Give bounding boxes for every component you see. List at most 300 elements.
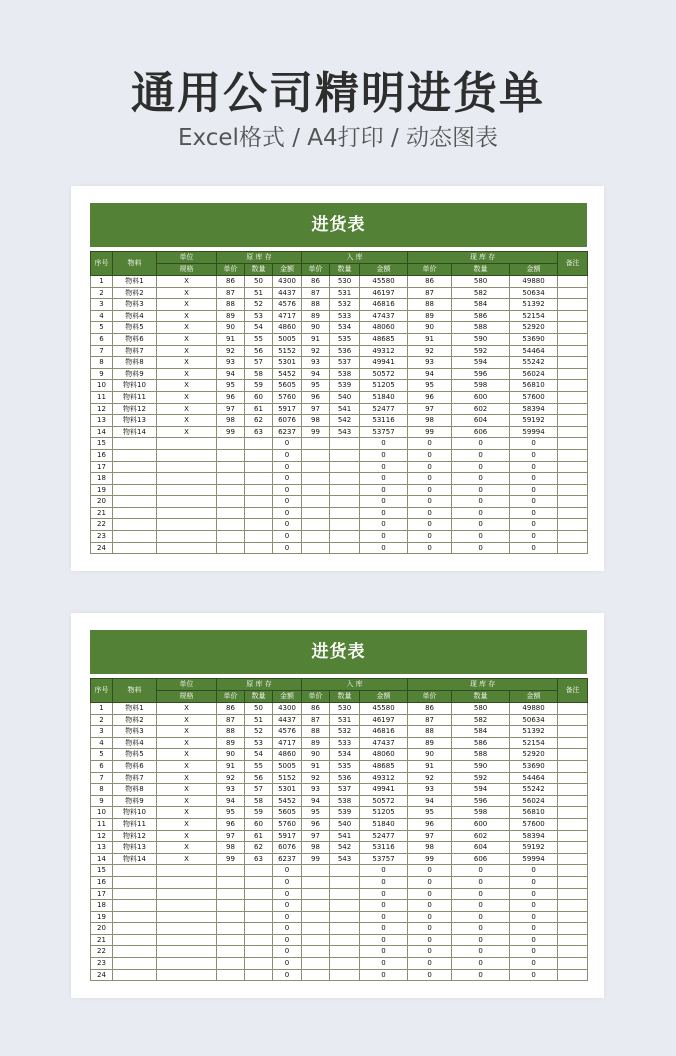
table-row xyxy=(91,380,588,392)
row-item xyxy=(113,473,157,485)
row-spec xyxy=(157,923,217,935)
row-in-amount: 46197 xyxy=(360,287,408,299)
table-row xyxy=(91,531,588,543)
row-cur-amount: 0 xyxy=(510,531,558,543)
row-cur-qty: 580 xyxy=(452,703,510,715)
row-item: 物料4 xyxy=(113,310,157,322)
row-cur-price: 90 xyxy=(408,322,452,334)
row-orig-price: 96 xyxy=(217,818,245,830)
row-orig-qty: 54 xyxy=(245,749,273,761)
row-item xyxy=(113,876,157,888)
row-orig-price xyxy=(217,946,245,958)
row-orig-qty: 52 xyxy=(245,299,273,311)
row-cur-qty: 0 xyxy=(452,969,510,981)
row-in-qty: 540 xyxy=(330,391,360,403)
row-in-amount: 0 xyxy=(360,900,408,912)
row-cur-qty: 0 xyxy=(452,519,510,531)
sheet-title: 进货表 xyxy=(90,203,587,247)
row-orig-price: 95 xyxy=(217,807,245,819)
row-note xyxy=(558,853,588,865)
row-cur-qty: 0 xyxy=(452,461,510,473)
row-cur-qty: 596 xyxy=(452,795,510,807)
row-orig-qty xyxy=(245,438,273,450)
row-in-amount: 48060 xyxy=(360,322,408,334)
row-orig-amount: 0 xyxy=(273,888,302,900)
row-orig-amount: 6076 xyxy=(273,415,302,427)
row-in-amount: 0 xyxy=(360,461,408,473)
row-cur-qty: 594 xyxy=(452,784,510,796)
row-cur-amount: 0 xyxy=(510,484,558,496)
row-in-price: 99 xyxy=(302,426,330,438)
row-in-qty xyxy=(330,496,360,508)
row-orig-price: 94 xyxy=(217,368,245,380)
row-seq: 1 xyxy=(91,703,113,715)
row-cur-qty: 602 xyxy=(452,403,510,415)
row-note xyxy=(558,380,588,392)
row-item: 物料9 xyxy=(113,368,157,380)
row-cur-amount: 0 xyxy=(510,934,558,946)
row-note xyxy=(558,496,588,508)
row-spec: X xyxy=(157,772,217,784)
header-quantity: 数量 xyxy=(330,691,360,703)
row-cur-price: 89 xyxy=(408,310,452,322)
row-in-qty xyxy=(330,519,360,531)
table-row xyxy=(91,830,588,842)
row-in-qty: 532 xyxy=(330,299,360,311)
header-seq: 序号 xyxy=(91,252,113,276)
row-cur-price: 98 xyxy=(408,415,452,427)
row-seq: 11 xyxy=(91,818,113,830)
row-orig-amount: 0 xyxy=(273,449,302,461)
row-seq: 8 xyxy=(91,357,113,369)
row-in-price: 93 xyxy=(302,357,330,369)
row-seq: 3 xyxy=(91,726,113,738)
row-in-amount: 0 xyxy=(360,473,408,485)
row-orig-qty: 52 xyxy=(245,726,273,738)
row-orig-qty xyxy=(245,923,273,935)
row-note xyxy=(558,310,588,322)
header-quantity: 数量 xyxy=(245,264,273,276)
row-orig-price: 98 xyxy=(217,842,245,854)
row-note xyxy=(558,519,588,531)
row-orig-amount: 4576 xyxy=(273,726,302,738)
header-unit-price: 单价 xyxy=(217,264,245,276)
row-note xyxy=(558,784,588,796)
row-in-amount: 53116 xyxy=(360,415,408,427)
row-orig-price: 88 xyxy=(217,726,245,738)
row-orig-qty xyxy=(245,473,273,485)
row-orig-qty: 50 xyxy=(245,276,273,288)
row-in-price xyxy=(302,876,330,888)
row-seq: 19 xyxy=(91,911,113,923)
table-row xyxy=(91,357,588,369)
row-cur-amount: 50634 xyxy=(510,287,558,299)
row-item: 物料6 xyxy=(113,760,157,772)
table-row xyxy=(91,900,588,912)
row-in-qty: 530 xyxy=(330,276,360,288)
row-orig-price xyxy=(217,934,245,946)
row-cur-qty: 586 xyxy=(452,310,510,322)
row-in-qty xyxy=(330,507,360,519)
row-orig-qty: 51 xyxy=(245,287,273,299)
row-in-price xyxy=(302,865,330,877)
row-orig-price xyxy=(217,865,245,877)
row-item: 物料3 xyxy=(113,726,157,738)
row-in-price xyxy=(302,473,330,485)
table-row xyxy=(91,310,588,322)
row-note xyxy=(558,531,588,543)
row-note xyxy=(558,426,588,438)
table-row xyxy=(91,542,588,554)
row-cur-price: 88 xyxy=(408,726,452,738)
row-spec: X xyxy=(157,726,217,738)
row-orig-price xyxy=(217,958,245,970)
row-item xyxy=(113,923,157,935)
row-orig-amount: 5152 xyxy=(273,345,302,357)
row-cur-price: 0 xyxy=(408,473,452,485)
row-note xyxy=(558,830,588,842)
header-unit-price: 单价 xyxy=(302,264,330,276)
row-in-qty: 542 xyxy=(330,415,360,427)
row-in-price: 91 xyxy=(302,333,330,345)
row-item xyxy=(113,484,157,496)
row-orig-qty: 59 xyxy=(245,807,273,819)
row-in-price: 98 xyxy=(302,415,330,427)
row-spec: X xyxy=(157,287,217,299)
row-in-price: 88 xyxy=(302,726,330,738)
row-cur-qty: 590 xyxy=(452,333,510,345)
row-seq: 5 xyxy=(91,749,113,761)
row-in-amount: 0 xyxy=(360,876,408,888)
row-orig-amount: 0 xyxy=(273,969,302,981)
row-spec: X xyxy=(157,807,217,819)
row-cur-amount: 59192 xyxy=(510,415,558,427)
row-item xyxy=(113,934,157,946)
row-in-amount: 46816 xyxy=(360,299,408,311)
row-in-qty: 532 xyxy=(330,726,360,738)
row-orig-amount: 5917 xyxy=(273,830,302,842)
row-spec xyxy=(157,888,217,900)
row-seq: 16 xyxy=(91,876,113,888)
row-orig-qty: 53 xyxy=(245,310,273,322)
row-in-qty: 534 xyxy=(330,749,360,761)
row-seq: 10 xyxy=(91,807,113,819)
row-cur-amount: 0 xyxy=(510,865,558,877)
row-cur-qty: 0 xyxy=(452,496,510,508)
row-orig-qty xyxy=(245,911,273,923)
row-orig-qty xyxy=(245,496,273,508)
row-spec xyxy=(157,934,217,946)
row-item: 物料11 xyxy=(113,818,157,830)
row-cur-price: 0 xyxy=(408,900,452,912)
row-in-price: 98 xyxy=(302,842,330,854)
row-note xyxy=(558,876,588,888)
row-item: 物料6 xyxy=(113,333,157,345)
row-item: 物料3 xyxy=(113,299,157,311)
row-orig-qty: 58 xyxy=(245,368,273,380)
row-orig-price: 97 xyxy=(217,830,245,842)
row-in-qty: 536 xyxy=(330,345,360,357)
row-in-amount: 0 xyxy=(360,958,408,970)
row-cur-amount: 52154 xyxy=(510,310,558,322)
row-in-qty: 536 xyxy=(330,772,360,784)
row-orig-qty: 56 xyxy=(245,772,273,784)
row-orig-qty: 62 xyxy=(245,842,273,854)
row-note xyxy=(558,703,588,715)
row-cur-price: 89 xyxy=(408,737,452,749)
row-in-qty xyxy=(330,865,360,877)
row-in-qty xyxy=(330,449,360,461)
row-in-price: 93 xyxy=(302,784,330,796)
row-in-price xyxy=(302,507,330,519)
row-cur-qty: 0 xyxy=(452,542,510,554)
row-in-amount: 48060 xyxy=(360,749,408,761)
row-cur-price: 93 xyxy=(408,357,452,369)
row-in-price xyxy=(302,946,330,958)
table-row xyxy=(91,807,588,819)
row-orig-qty: 56 xyxy=(245,345,273,357)
row-orig-amount: 0 xyxy=(273,484,302,496)
row-spec: X xyxy=(157,322,217,334)
row-in-qty xyxy=(330,911,360,923)
row-cur-amount: 0 xyxy=(510,876,558,888)
row-orig-price: 97 xyxy=(217,403,245,415)
row-cur-qty: 586 xyxy=(452,737,510,749)
row-spec xyxy=(157,958,217,970)
row-note xyxy=(558,772,588,784)
row-orig-amount: 5760 xyxy=(273,391,302,403)
row-seq: 14 xyxy=(91,853,113,865)
row-orig-price xyxy=(217,542,245,554)
row-in-qty: 533 xyxy=(330,737,360,749)
row-spec: X xyxy=(157,795,217,807)
row-orig-price: 92 xyxy=(217,772,245,784)
row-note xyxy=(558,842,588,854)
row-orig-price: 90 xyxy=(217,749,245,761)
table-row xyxy=(91,276,588,288)
row-note xyxy=(558,900,588,912)
row-note xyxy=(558,391,588,403)
table-row xyxy=(91,438,588,450)
row-in-price: 94 xyxy=(302,368,330,380)
header-amount: 金额 xyxy=(510,264,558,276)
row-spec: X xyxy=(157,760,217,772)
row-note xyxy=(558,542,588,554)
header-amount: 金额 xyxy=(273,691,302,703)
row-orig-price xyxy=(217,923,245,935)
row-item xyxy=(113,911,157,923)
row-note xyxy=(558,749,588,761)
row-orig-amount: 5152 xyxy=(273,772,302,784)
row-cur-amount: 0 xyxy=(510,519,558,531)
row-item: 物料12 xyxy=(113,403,157,415)
header-amount: 金额 xyxy=(360,264,408,276)
row-cur-price: 0 xyxy=(408,496,452,508)
row-orig-qty xyxy=(245,865,273,877)
row-cur-price: 0 xyxy=(408,461,452,473)
row-in-price: 86 xyxy=(302,276,330,288)
row-item: 物料7 xyxy=(113,772,157,784)
row-item xyxy=(113,531,157,543)
row-cur-amount: 0 xyxy=(510,438,558,450)
table-row xyxy=(91,299,588,311)
row-in-qty xyxy=(330,473,360,485)
table-row xyxy=(91,507,588,519)
row-in-qty xyxy=(330,958,360,970)
row-seq: 20 xyxy=(91,923,113,935)
row-orig-qty: 51 xyxy=(245,714,273,726)
row-item: 物料5 xyxy=(113,322,157,334)
sheet-title: 进货表 xyxy=(90,630,587,674)
row-seq: 7 xyxy=(91,772,113,784)
row-item xyxy=(113,946,157,958)
row-spec: X xyxy=(157,784,217,796)
row-in-qty: 531 xyxy=(330,287,360,299)
row-spec: X xyxy=(157,749,217,761)
row-in-amount: 49312 xyxy=(360,772,408,784)
row-orig-amount: 0 xyxy=(273,958,302,970)
row-cur-qty: 0 xyxy=(452,473,510,485)
row-seq: 8 xyxy=(91,784,113,796)
row-seq: 11 xyxy=(91,391,113,403)
row-in-qty: 543 xyxy=(330,426,360,438)
row-in-amount: 0 xyxy=(360,542,408,554)
row-in-amount: 47437 xyxy=(360,737,408,749)
row-spec: X xyxy=(157,415,217,427)
header-seq: 序号 xyxy=(91,679,113,703)
row-cur-amount: 0 xyxy=(510,888,558,900)
row-cur-price: 97 xyxy=(408,403,452,415)
row-orig-amount: 5452 xyxy=(273,795,302,807)
row-spec: X xyxy=(157,380,217,392)
row-orig-qty: 54 xyxy=(245,322,273,334)
header-amount: 金额 xyxy=(273,264,302,276)
row-in-price: 94 xyxy=(302,795,330,807)
row-cur-amount: 54464 xyxy=(510,772,558,784)
row-orig-price xyxy=(217,449,245,461)
table-row xyxy=(91,760,588,772)
row-orig-price xyxy=(217,438,245,450)
row-cur-amount: 52920 xyxy=(510,322,558,334)
row-in-amount: 53757 xyxy=(360,853,408,865)
row-cur-amount: 0 xyxy=(510,496,558,508)
row-in-amount: 0 xyxy=(360,484,408,496)
row-note xyxy=(558,415,588,427)
table-row xyxy=(91,923,588,935)
row-item xyxy=(113,449,157,461)
row-seq: 12 xyxy=(91,403,113,415)
row-in-amount: 49312 xyxy=(360,345,408,357)
row-seq: 21 xyxy=(91,507,113,519)
row-orig-amount: 4437 xyxy=(273,714,302,726)
row-cur-qty: 0 xyxy=(452,911,510,923)
row-cur-qty: 0 xyxy=(452,888,510,900)
header-note: 备注 xyxy=(558,679,588,703)
row-cur-price: 0 xyxy=(408,519,452,531)
purchase-table xyxy=(90,678,588,981)
row-orig-price: 99 xyxy=(217,426,245,438)
row-item: 物料14 xyxy=(113,853,157,865)
header-unit-price: 单价 xyxy=(408,691,452,703)
row-orig-amount: 6237 xyxy=(273,426,302,438)
row-in-price: 97 xyxy=(302,830,330,842)
row-note xyxy=(558,888,588,900)
row-cur-price: 86 xyxy=(408,276,452,288)
header-amount: 金额 xyxy=(510,691,558,703)
row-orig-qty: 53 xyxy=(245,737,273,749)
table-row xyxy=(91,714,588,726)
row-orig-amount: 4860 xyxy=(273,749,302,761)
row-in-qty xyxy=(330,888,360,900)
row-note xyxy=(558,276,588,288)
row-cur-amount: 0 xyxy=(510,507,558,519)
row-spec xyxy=(157,531,217,543)
row-spec xyxy=(157,473,217,485)
row-in-amount: 0 xyxy=(360,923,408,935)
row-orig-price: 95 xyxy=(217,380,245,392)
row-orig-qty xyxy=(245,946,273,958)
row-cur-price: 92 xyxy=(408,772,452,784)
row-orig-amount: 4717 xyxy=(273,737,302,749)
table-row xyxy=(91,842,588,854)
row-orig-amount: 5301 xyxy=(273,784,302,796)
row-cur-price: 96 xyxy=(408,391,452,403)
row-in-price: 95 xyxy=(302,807,330,819)
row-cur-price: 91 xyxy=(408,333,452,345)
row-cur-amount: 56024 xyxy=(510,795,558,807)
row-in-amount: 51205 xyxy=(360,380,408,392)
row-orig-qty: 60 xyxy=(245,818,273,830)
row-orig-amount: 0 xyxy=(273,923,302,935)
row-orig-qty: 61 xyxy=(245,403,273,415)
header-unit-price: 单价 xyxy=(302,691,330,703)
row-orig-qty xyxy=(245,519,273,531)
row-seq: 13 xyxy=(91,842,113,854)
row-item: 物料7 xyxy=(113,345,157,357)
row-orig-price xyxy=(217,888,245,900)
row-in-price: 86 xyxy=(302,703,330,715)
row-item: 物料1 xyxy=(113,276,157,288)
row-spec: X xyxy=(157,333,217,345)
row-orig-price xyxy=(217,900,245,912)
row-seq: 9 xyxy=(91,795,113,807)
row-seq: 18 xyxy=(91,900,113,912)
row-in-qty: 530 xyxy=(330,703,360,715)
row-item xyxy=(113,461,157,473)
table-row xyxy=(91,287,588,299)
row-cur-amount: 0 xyxy=(510,461,558,473)
row-orig-qty: 62 xyxy=(245,415,273,427)
row-in-qty: 537 xyxy=(330,784,360,796)
row-seq: 24 xyxy=(91,542,113,554)
table-row xyxy=(91,795,588,807)
row-cur-qty: 600 xyxy=(452,391,510,403)
row-seq: 9 xyxy=(91,368,113,380)
row-cur-amount: 59994 xyxy=(510,853,558,865)
row-spec: X xyxy=(157,391,217,403)
row-seq: 5 xyxy=(91,322,113,334)
row-cur-price: 94 xyxy=(408,368,452,380)
row-spec xyxy=(157,946,217,958)
row-spec: X xyxy=(157,703,217,715)
row-in-amount: 0 xyxy=(360,888,408,900)
row-in-amount: 49941 xyxy=(360,784,408,796)
row-spec: X xyxy=(157,830,217,842)
row-cur-price: 93 xyxy=(408,784,452,796)
row-orig-price: 86 xyxy=(217,276,245,288)
header-spec: 规格 xyxy=(157,691,217,703)
row-in-price: 92 xyxy=(302,345,330,357)
